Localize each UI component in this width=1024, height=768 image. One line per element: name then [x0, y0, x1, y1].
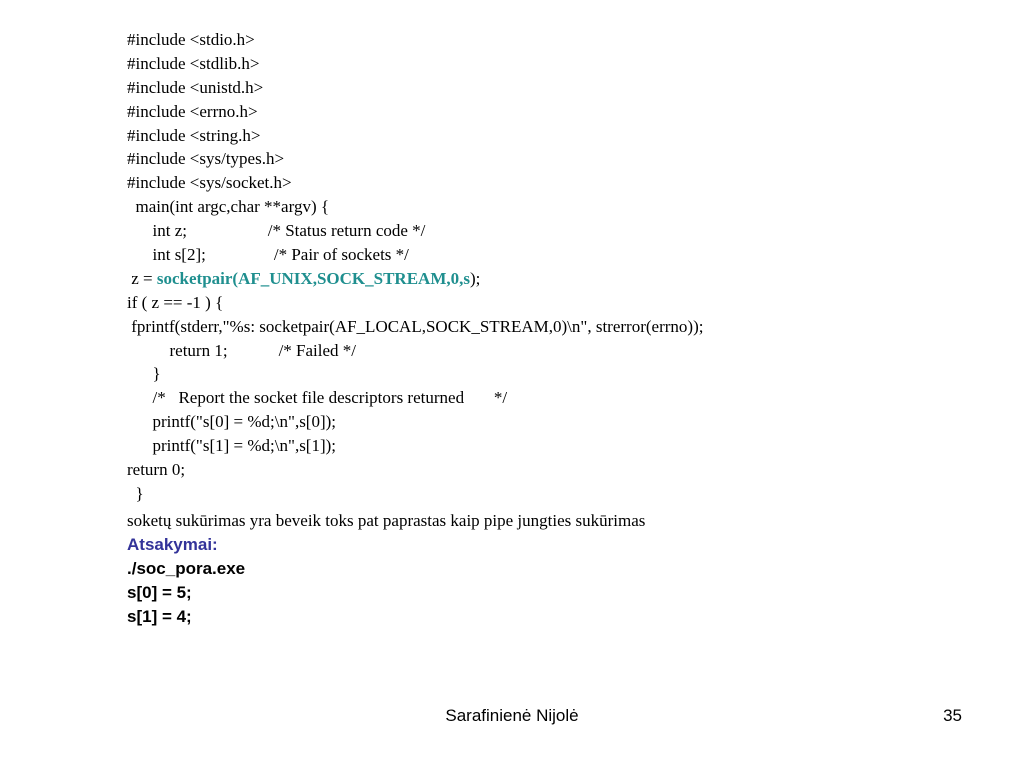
code-line: fprintf(stderr,"%s: socketpair(AF_LOCAL,SOCK_STREAM,0)\n", strerror(errno)); — [127, 316, 704, 336]
code-line: int s[2]; /* Pair of sockets */ — [127, 245, 409, 265]
code-line: /* Report the socket file descriptors returned */ — [127, 388, 508, 408]
socketpair-suffix: ); — [469, 268, 481, 288]
note-text: soketų sukūrimas yra beveik toks pat paprastas kaip pipe jungties sukūrimas — [127, 511, 646, 530]
page-number: 35 — [943, 706, 962, 725]
code-line: printf("s[0] = %d;\n",s[0]); — [127, 412, 337, 432]
code-line: #include <string.h> — [127, 125, 261, 145]
code-line: #include <stdlib.h> — [127, 53, 260, 73]
code-line: #include <stdio.h> — [127, 30, 255, 49]
socketpair-call: socketpair(AF_UNIX,SOCK_STREAM,0,s — [156, 268, 470, 288]
code-line: if ( z == -1 ) { — [127, 292, 224, 312]
code-line: main(int argc,char **argv) { — [127, 197, 330, 217]
code-line: #include <errno.h> — [127, 101, 258, 121]
output-line: s[1] = 4; — [127, 607, 192, 626]
code-line: return 1; /* Failed */ — [127, 340, 357, 360]
code-line: printf("s[1] = %d;\n",s[1]); — [127, 436, 337, 456]
code-listing — [127, 28, 703, 506]
code-line: int z; /* Status return code */ — [127, 221, 426, 241]
footer-author: Sarafinienė Nijolė — [445, 706, 579, 725]
code-line: #include <sys/socket.h> — [127, 173, 292, 193]
answers-block — [127, 533, 245, 629]
code-line: } — [127, 483, 144, 503]
answers-heading: Atsakymai: — [127, 535, 218, 554]
code-line: return 0; — [127, 460, 186, 480]
output-line: s[0] = 5; — [127, 583, 192, 602]
output-line: ./soc_pora.exe — [127, 559, 246, 578]
code-line: #include <sys/types.h> — [127, 149, 285, 169]
code-line: #include <unistd.h> — [127, 77, 264, 97]
socketpair-prefix: z = — [127, 268, 157, 288]
socketpair-line — [127, 267, 703, 291]
code-line: } — [127, 364, 161, 384]
